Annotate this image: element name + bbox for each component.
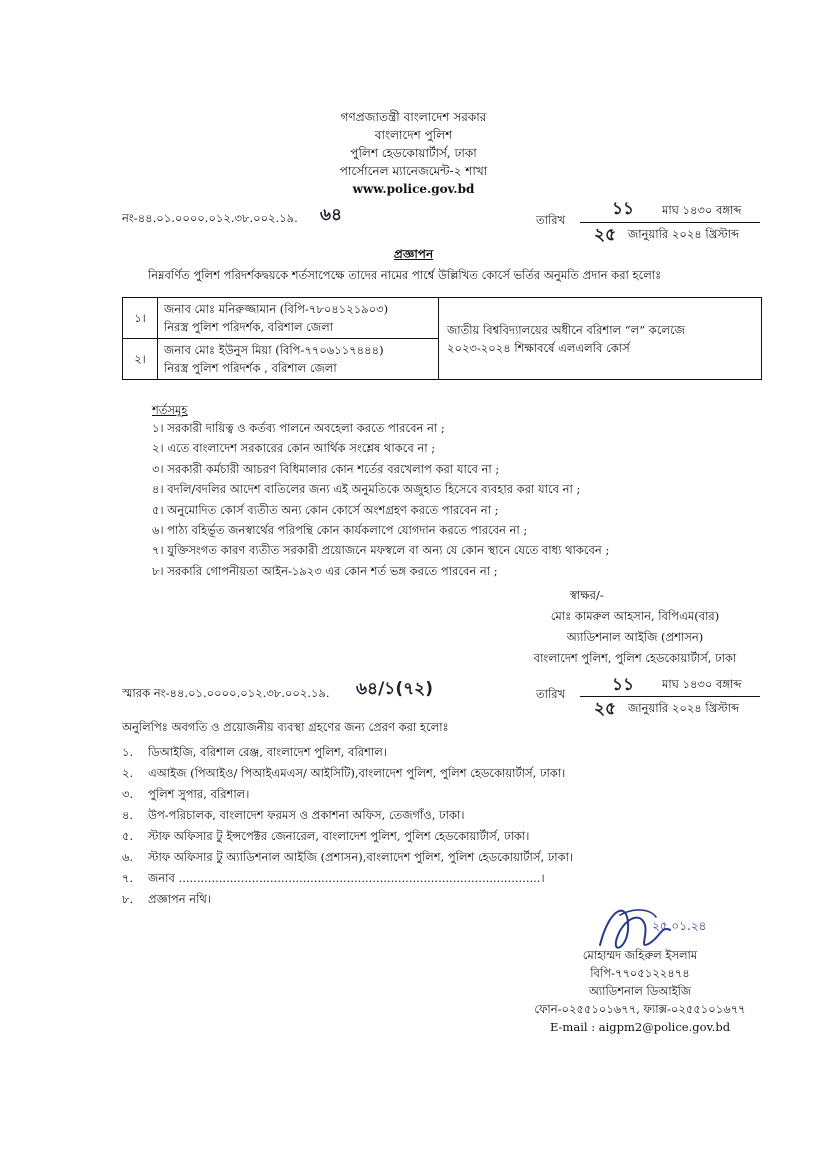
condition-item: ৭। যুক্তিসংগত কারণ ব্যতীত সরকারী প্রয়োজনে মফস্বলে বা অন্য যে কোন স্থানে যেতে বাধ্য থাকবেন ;	[152, 543, 610, 558]
list-item: ১. ডিআইজি, বরিশাল রেঞ্জ, বাংলাদেশ পুলিশ, বরিশাল।	[122, 745, 387, 759]
officer-name: জনাব মোঃ ইউনুস মিয়া (বিপি-৭৭০৬১১৭৪৪৪)	[164, 343, 384, 357]
date-en-day: ২৫	[594, 225, 617, 245]
header-govt: গণপ্রজাতন্ত্রী বাংলাদেশ সরকার	[340, 110, 487, 124]
officer-designation: নিরস্ত্র পুলিশ পরিদর্শক , বরিশাল জেলা	[164, 361, 337, 375]
date-bn: মাঘ ১৪৩০ বঙ্গাব্দ	[662, 203, 742, 217]
header-hq: পুলিশ হেডকোয়ার্টার্স, ঢাকা	[350, 146, 477, 160]
course-line-2: ২০২৩-২০২৪ শিক্ষাবর্ষে এলএলবি কোর্স	[447, 340, 630, 355]
signed-mark: স্বাক্ষর/-	[570, 588, 604, 602]
signatory-name: মোঃ কামরুল আহসান, বিপিএম(বার)	[550, 609, 720, 623]
officer-designation: নিরস্ত্র পুলিশ পরিদর্শক, বরিশাল জেলা	[164, 320, 334, 334]
memo-handwritten-number: ৬৪	[320, 205, 343, 225]
signatory2-email[interactable]: E-mail : aigpm2@police.gov.bd	[549, 1020, 731, 1034]
signatory2-block	[520, 946, 760, 1036]
signature-date: ২৫.০১.২৪	[652, 919, 707, 933]
list-item: ৬. স্টাফ অফিসার টু অ্যাডিশনাল আইজি (প্রশাসন),বাংলাদেশ পুলিশ, পুলিশ হেডকোয়ার্টার্স, ঢাকা।	[122, 850, 574, 864]
conditions-list	[152, 418, 609, 581]
signatory-designation: অ্যাডিশনাল আইজি (প্রশাসন)	[566, 630, 704, 644]
memo2-date-en: জানুয়ারি ২০২৪ খ্রিস্টাব্দ	[628, 701, 740, 715]
header-police: বাংলাদেশ পুলিশ	[374, 128, 453, 142]
signatory2-bp: বিপি-৭৭০৫১২২৪৭৪	[590, 966, 690, 980]
list-item: ৫. স্টাফ অফিসার টু ইন্সপেক্টর জেনারেল, বাংলাদেশ পুলিশ, পুলিশ হেডকোয়ার্টার্স, ঢাকা।	[122, 829, 530, 843]
notice-title: প্রজ্ঞাপন	[393, 247, 434, 261]
condition-item: ৫। অনুমোদিত কোর্স ব্যতীত অন্য কোন কোর্সে অংশগ্রহণ করতে পারবেন না ;	[152, 502, 499, 517]
signatory2-name: মোহাম্মদ জহিরুল ইসলাম	[582, 948, 698, 962]
condition-item: ৩। সরকারী কর্মচারী আচরণ বিধিমালার কোন শর্তের বরখেলাপ করা যাবে না ;	[152, 461, 500, 476]
memo2-date-en-day: ২৫	[594, 699, 617, 719]
memo2-number: স্মারক নং-৪৪.০১.০০০০.০১২.৩৮.০০২.১৯.	[122, 686, 330, 700]
table-row	[123, 298, 762, 339]
signatory2-phone: ফোন-০২৫৫১০১৬৭৭, ফ্যাক্স-০২৫৫১০১৬৭৭	[534, 1002, 746, 1016]
date-bn-day: ১১	[612, 199, 635, 219]
officers-table	[122, 297, 762, 380]
header-branch: পার্সোনেল ম্যানেজমেন্ট-২ শাখা	[339, 164, 488, 178]
copy-intro: অনুলিপিঃ অবগতি ও প্রয়োজনীয় ব্যবস্থা গ্রহণের জন্য প্রেরণ করা হলোঃ	[122, 720, 449, 734]
list-item: ৪. উপ-পরিচালক, বাংলাদেশ ফরমস ও প্রকাশনা অফিস, তেজগাঁও, ঢাকা।	[122, 808, 465, 822]
memo2-handwritten-number: ৬৪/১(৭২)	[356, 679, 433, 699]
table-cell-course	[439, 298, 762, 380]
condition-item: ৪। বদলি/বদলির আদেশ বাতিলের জন্য এই অনুমতিকে অজুহাত হিসেবে ব্যবহার করা যাবে না ;	[152, 482, 581, 497]
signatory-block	[510, 585, 760, 669]
memo-number: নং-৪৪.০১.০০০০.০১২.৩৮.০০২.১৯.	[122, 211, 298, 225]
table-cell-sl: ২।	[123, 339, 158, 380]
officer-name: জনাব মোঃ মনিরুজ্জামান (বিপি-৭৮০৪১২১৯০৩)	[164, 302, 389, 316]
table-cell-officer	[158, 298, 439, 339]
condition-item: ৬। পাঠ্য বহির্ভূত জনস্বার্থের পরিপন্থি কোন কার্যকলাপে যোগদান করতে পারবেন না ;	[152, 523, 528, 538]
list-item: ৮. প্রজ্ঞাপন নথি।	[122, 892, 211, 906]
date-en: জানুয়ারি ২০২৪ খ্রিস্টাব্দ	[628, 227, 740, 241]
memo2-date-bn: মাঘ ১৪৩০ বঙ্গাব্দ	[662, 677, 742, 691]
list-item: ৩. পুলিশ সুপার, বরিশাল।	[122, 787, 250, 801]
conditions-title: শর্তসমূহ	[152, 403, 188, 417]
list-item: ২. এআইজ (পিআইও/ পিআইএমএস/ আইসিটি),বাংলাদেশ পুলিশ, পুলিশ হেডকোয়ার্টার্স, ঢাকা।	[122, 766, 566, 780]
signatory2-designation: অ্যাডিশনাল ডিআইজি	[588, 984, 692, 998]
copy-list	[122, 742, 573, 910]
header-website[interactable]: www.police.gov.bd	[352, 182, 475, 196]
condition-item: ১। সরকারী দায়িত্ব ও কর্তব্য পালনে অবহেলা করতে পারবেন না ;	[152, 421, 445, 435]
condition-item: ৮। সরকারি গোপনীয়তা আইন-১৯২৩ এর কোন শর্ত ভঙ্গ করতে পারবেন না ;	[152, 563, 498, 578]
table-cell-officer	[158, 339, 439, 380]
table-cell-sl: ১।	[123, 298, 158, 339]
date-label: তারিখ	[536, 213, 566, 227]
condition-item: ২। এতে বাংলাদেশ সরকারের কোন আর্থিক সংশ্লেষ থাকবে না ;	[152, 441, 436, 456]
course-line-1: জাতীয় বিশ্ববিদ্যালয়ের অধীনে বরিশাল “ল” কলেজে	[447, 322, 685, 337]
signatory-office: বাংলাদেশ পুলিশ, পুলিশ হেডকোয়ার্টার্স, ঢাকা	[533, 651, 737, 665]
list-item: ৭. জনাব ...................................................................................................।	[122, 871, 545, 885]
memo2-date-bn-day: ১১	[612, 675, 635, 695]
notice-intro: নিম্নবর্ণিত পুলিশ পরিদর্শকদ্বয়কে শর্তসাপেক্ষে তাদের নামের পার্শ্বে উল্লিখিত কোর্সে ভর্তির অনুমতি প্রদান করা হলোঃ	[148, 268, 662, 282]
memo2-date-label: তারিখ	[536, 687, 566, 701]
